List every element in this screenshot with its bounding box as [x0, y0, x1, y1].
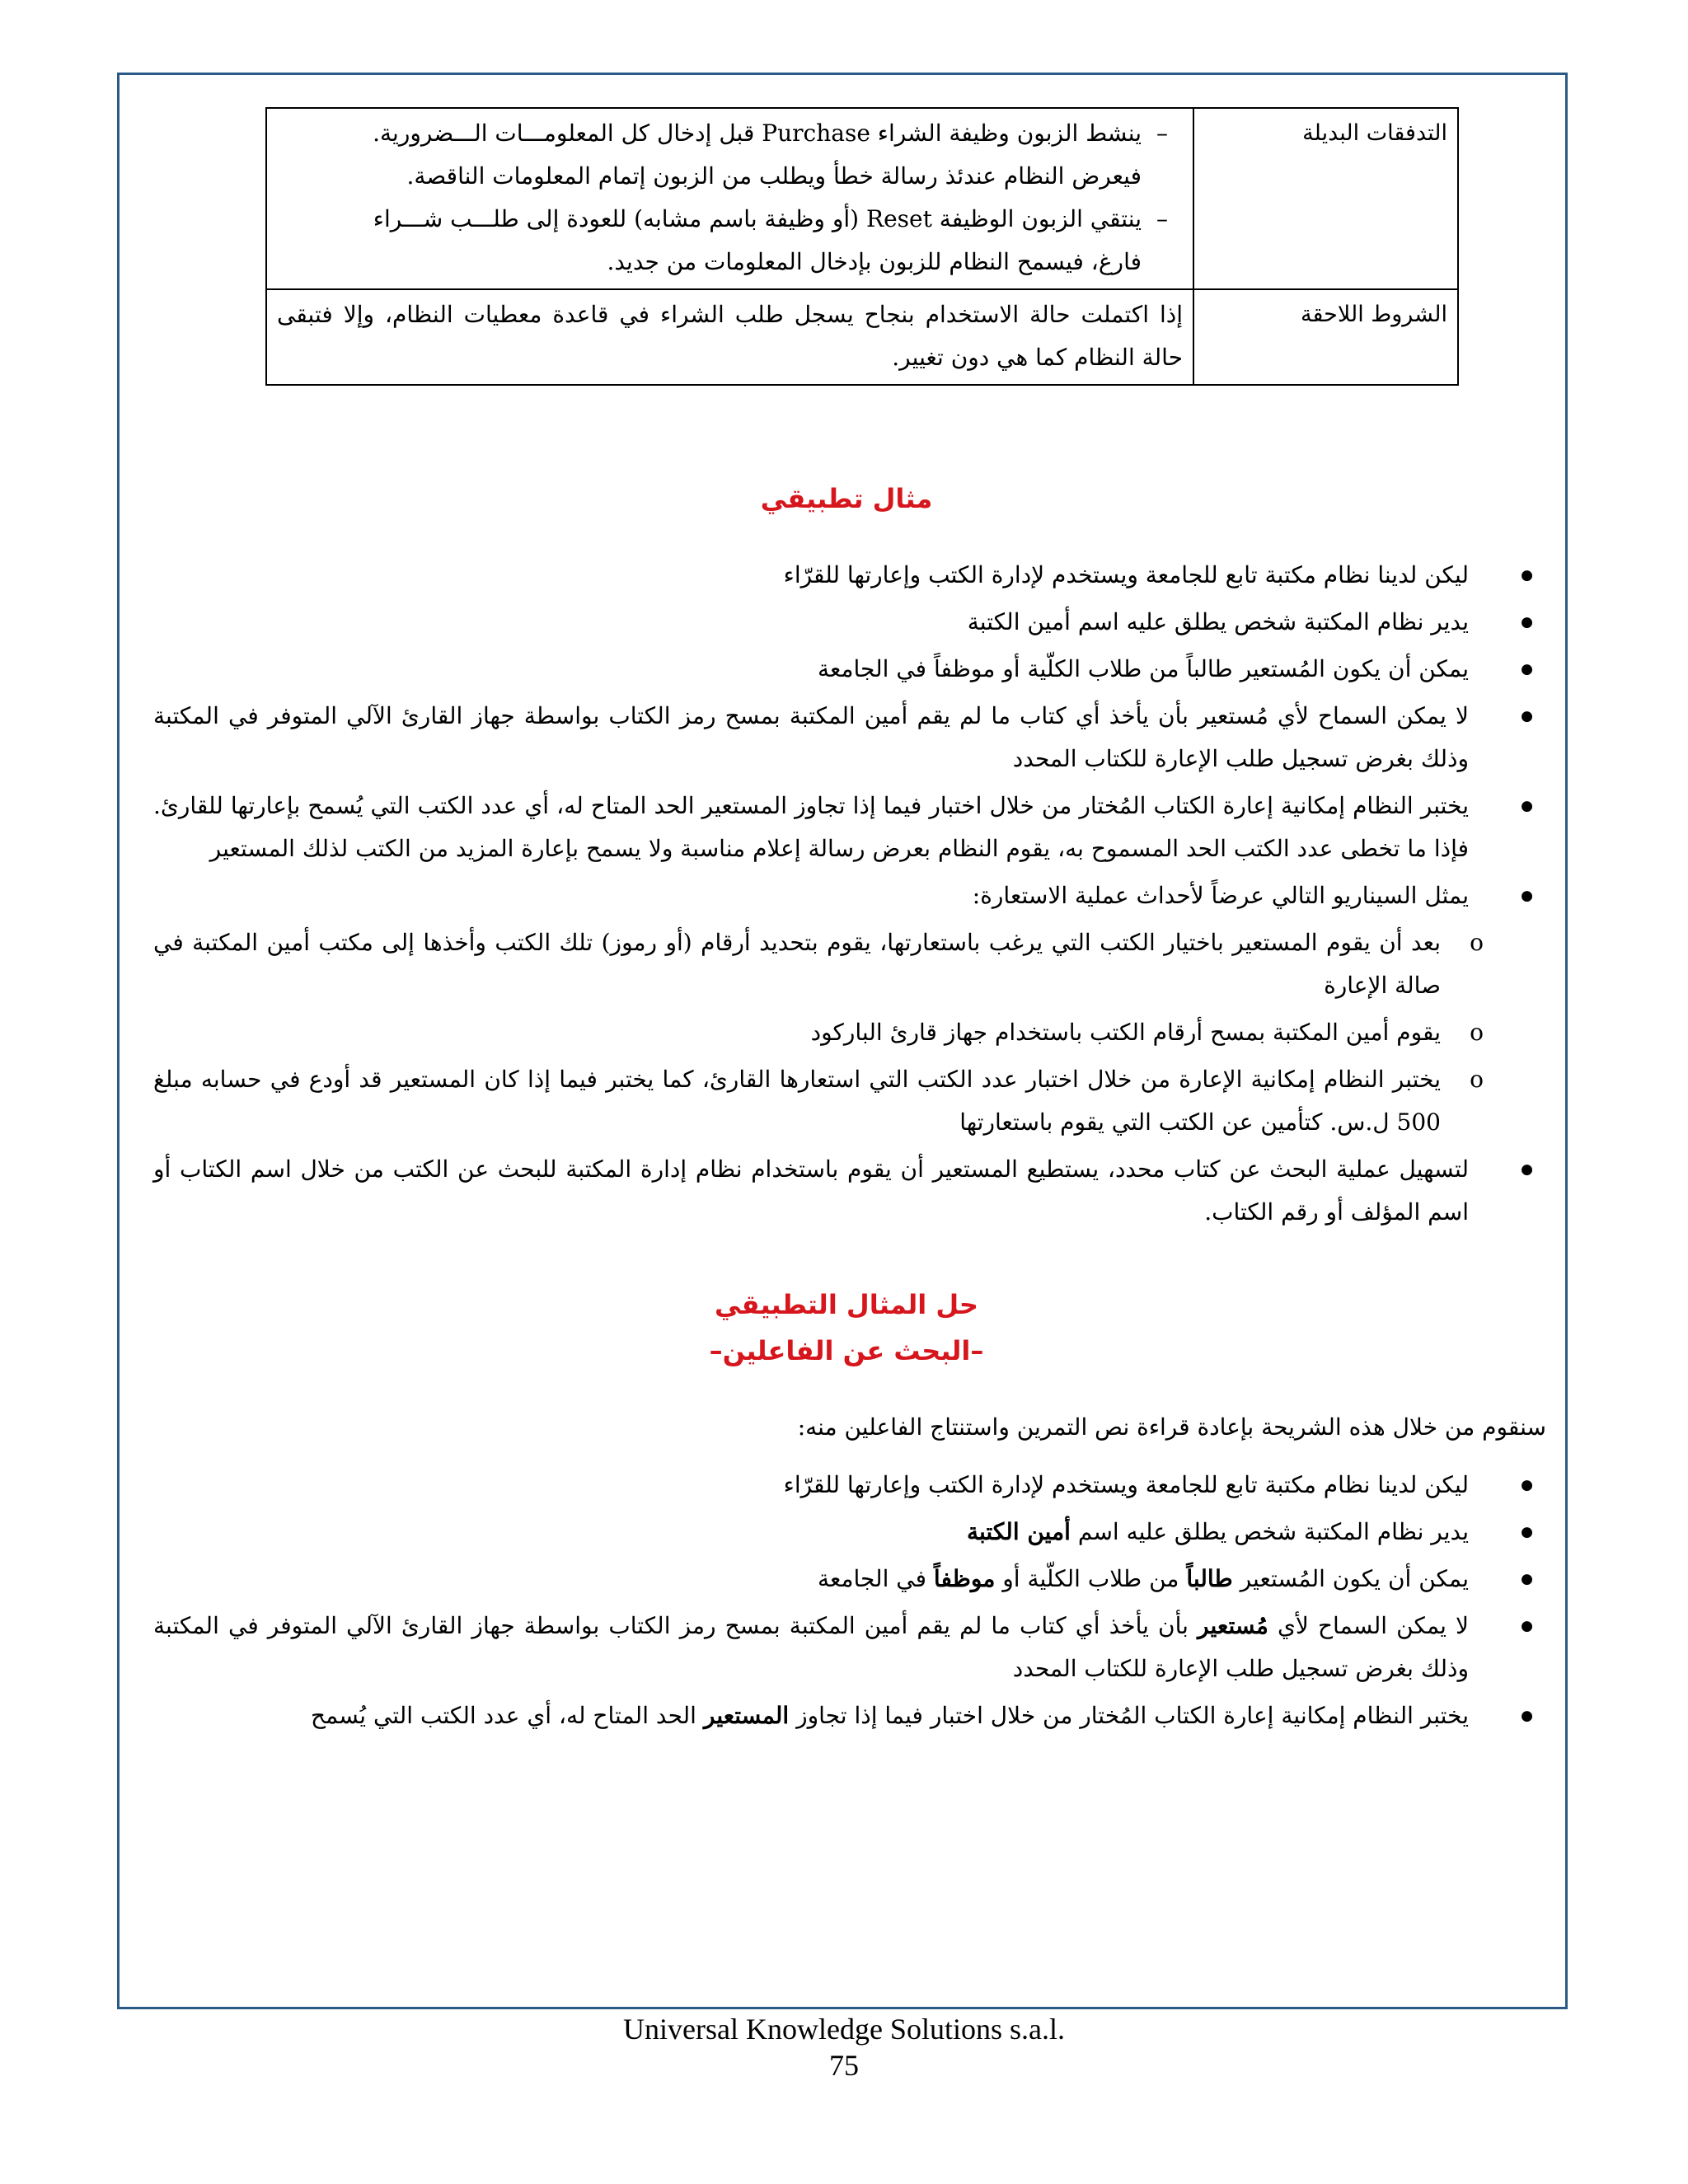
sub-list-item: o بعد أن يقوم المستعير باختيار الكتب التي يرغب باستعارتها، يقوم بتحديد أرقام (أو رموز) تلك الكتب وأخذها إلى مكتب أمين المكتبة في صالة الإعارة	[147, 921, 1546, 1007]
actor-highlight: المستعير	[703, 1702, 790, 1729]
table-line-text: ينتقي الزبون الوظيفة Reset (أو وظيفة باسم مشابه) للعودة إلى طلـــب شـــراء	[373, 205, 1142, 232]
table-value-cell	[266, 108, 1193, 289]
intro-paragraph: سنقوم من خلال هذه الشريحة بإعادة قراءة نص التمرين واستنتاج الفاعلين منه:	[797, 1413, 1546, 1441]
section-title-example: مثال تطبيقي	[760, 483, 933, 514]
footer-company: Universal Knowledge Solutions s.a.l.	[623, 2013, 1065, 2046]
table-line	[277, 155, 1183, 198]
list-item-text: بأن يأخذ أي كتاب ما لم يقم أمين المكتبة بمسح رمز الكتاب بواسطة جهاز القارئ الآلي المتوفر في المكتبة وذلك بغرض تسجيل طلب الإعارة للكتاب المحدد	[153, 1612, 1469, 1682]
actor-highlight: أمين الكتبة	[966, 1518, 1071, 1545]
list-item-text: لا يمكن السماح لأي	[1268, 1612, 1470, 1639]
list-item	[147, 1511, 1546, 1554]
list-item-text: الحد المتاح له، أي عدد الكتب التي يُسمح	[311, 1702, 704, 1729]
list-item: ● يدير نظام المكتبة شخص يطلق عليه اسم أمين الكتبة	[147, 601, 1546, 644]
page-number: 75	[829, 2049, 859, 2082]
list-item-text: من طلاب الكلّية أو	[995, 1565, 1187, 1592]
page-content	[147, 107, 1546, 1741]
solution-list	[147, 1464, 1546, 1737]
table-line	[277, 241, 1183, 284]
sub-list-item: o يقوم أمين المكتبة بمسح أرقام الكتب باستخدام جهاز قارئ الباركود	[147, 1011, 1546, 1054]
list-item-text: ليكن لدينا نظام مكتبة تابع للجامعة ويستخدم لإدارة الكتب وإعارتها للقرّاء	[783, 1471, 1469, 1498]
use-case-table	[265, 107, 1459, 386]
list-item: ● لتسهيل عملية البحث عن كتاب محدد، يستطيع المستعير أن يقوم باستخدام نظام إدارة المكتبة للبحث عن الكتب من خلال اسم الكتاب أو اسم المؤلف أو رقم الكتاب.	[147, 1148, 1546, 1234]
dash-marker	[1142, 155, 1183, 198]
list-item: ● يختبر النظام إمكانية إعارة الكتاب المُختار من خلال اختبار فيما إذا تجاوز المستعير الحد المتاح له، أي عدد الكتب التي يُسمح بإعارتها للقارئ. فإذا ما تخطى عدد الكتب الحد المسموح به، يقوم النظام بعرض رسالة إعلام مناسبة ولا يسمح بإعارة المزيد من الكتب لذلك المستعير	[147, 785, 1546, 870]
actor-highlight: موظفاً	[933, 1565, 996, 1592]
dash-marker: –	[1156, 120, 1168, 147]
list-item	[147, 1464, 1546, 1507]
list-item: ● ليكن لدينا نظام مكتبة تابع للجامعة ويستخدم لإدارة الكتب وإعارتها للقرّاء	[147, 554, 1546, 597]
dash-marker	[1142, 241, 1183, 284]
example-list	[147, 554, 1546, 1234]
table-line-text: فيعرض النظام عندئذ رسالة خطأ ويطلب من الزبون إتمام المعلومات الناقصة.	[406, 162, 1142, 190]
table-line-text: فارغ، فيسمح النظام للزبون بإدخال المعلومات من جديد.	[607, 248, 1142, 275]
list-item: ● يمكن أن يكون المُستعير طالباً من طلاب الكلّية أو موظفاً في الجامعة	[147, 648, 1546, 691]
table-label-cell: الشروط اللاحقة	[1193, 289, 1458, 385]
actor-highlight: طالباً	[1186, 1565, 1233, 1592]
list-item-text: يختبر النظام إمكانية إعارة الكتاب المُختار من خلال اختبار فيما إذا تجاوز	[789, 1702, 1469, 1729]
list-item: ● يمثل السيناريو التالي عرضاً لأحداث عملية الاستعارة:	[147, 874, 1546, 917]
table-value-cell: إذا اكتملت حالة الاستخدام بنجاح يسجل طلب الشراء في قاعدة معطيات النظام، وإلا فتبقى حالة النظام كما هي دون تغيير.	[266, 289, 1193, 385]
table-line	[277, 198, 1183, 241]
list-item-text: يدير نظام المكتبة شخص يطلق عليه اسم	[1070, 1518, 1469, 1545]
table-label-cell: التدفقات البديلة	[1193, 108, 1458, 289]
sub-list-item: o يختبر النظام إمكانية الإعارة من خلال اختبار عدد الكتب التي استعارها القارئ، كما يختبر فيما إذا كان المستعير قد أودع في حسابه مبلغ 500 ل.س. كتأمين عن الكتب التي يقوم باستعارتها	[147, 1058, 1546, 1144]
list-item: ● لا يمكن السماح لأي مُستعير بأن يأخذ أي كتاب ما لم يقم أمين المكتبة بمسح رمز الكتاب بواسطة جهاز القارئ الآلي المتوفر في المكتبة وذلك بغرض تسجيل طلب الإعارة للكتاب المحدد	[147, 695, 1546, 780]
dash-marker: –	[1156, 205, 1168, 232]
page-footer	[0, 2011, 1688, 2083]
list-item-text: يمكن أن يكون المُستعير	[1232, 1565, 1469, 1592]
list-item	[147, 1558, 1546, 1601]
list-item	[147, 1694, 1546, 1737]
list-item	[147, 1605, 1546, 1690]
table-line-text: ينشط الزبون وظيفة الشراء Purchase قبل إدخال كل المعلومـــات الـــضرورية.	[373, 120, 1142, 147]
table-line	[277, 112, 1183, 155]
section-subtitle-actors: –البحث عن الفاعلين–	[709, 1335, 984, 1366]
section-title-solution: حل المثال التطبيقي	[715, 1289, 978, 1320]
actor-highlight: مُستعير	[1198, 1612, 1268, 1639]
list-item-text: في الجامعة	[817, 1565, 934, 1592]
table-row-alternate-flows	[266, 108, 1458, 289]
table-row-postconditions	[266, 289, 1458, 385]
